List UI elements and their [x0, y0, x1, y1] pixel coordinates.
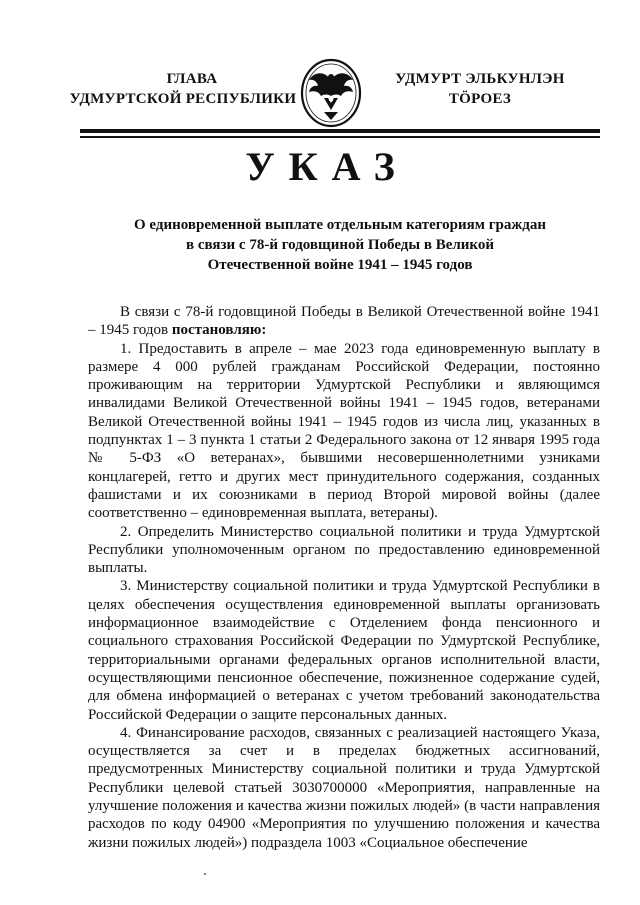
decree-body: [88, 303, 600, 852]
intro-paragraph: [88, 303, 600, 340]
paragraph-1: 1. Предоставить в апреле – мае 2023 года единовременную выплату в размере 4 000 рублей гражданам Российской Федерации, постоянно проживающим на территории Удмуртской Республики и являющимся инвалидами Великой Отечественной войны 1941 – 1945 годов, ветеранами Великой Отечественной войны 1941 – 1945 годов из числа лиц, указанных в подпунктах 1 – 3 пункта 1 статьи 2 Федерального закона от 12 января 1995 года № 5-ФЗ «О ветеранах», бывшими несовершеннолетними узниками концлагерей, гетто и других мест принудительного содержания, созданных фашистами и их союзниками в период Второй мировой войны (далее соответственно – единовременная выплата, ветераны).: [88, 340, 600, 522]
subject-line1: О единовременной выплате отдельным категориям граждан: [134, 217, 546, 233]
header-rule-thin: [80, 136, 600, 138]
header-right-line2: ТÖРОЕЗ: [448, 91, 512, 107]
header-right: [360, 69, 600, 109]
paragraph-2: 2. Определить Министерство социальной политики и труда Удмуртской Республики уполномоченным органом по предоставлению единовременной выплаты.: [88, 523, 600, 577]
header-rule-thick: [80, 129, 600, 133]
intro-text: В связи с 78-й годовщиной Победы в Великой Отечественной войне 1941 – 1945 годов: [88, 304, 600, 339]
decree-title: УКАЗ: [245, 144, 409, 189]
header-left-line1: ГЛАВА: [166, 71, 218, 87]
header-right-line1: УДМУРТ ЭЛЬКУНЛЭН: [395, 71, 565, 87]
scan-speck: [204, 873, 206, 875]
subject-line2: в связи с 78-й годовщиной Победы в Великой: [185, 237, 495, 253]
paragraph-4: 4. Финансирование расходов, связанных с реализацией настоящего Указа, осуществляется за счет и в пределах бюджетных ассигнований, предусмотренных Министерству социальной политики и труда Удмуртской Республики целевой статьей 3030700000 «Мероприятия, направленные на улучшение положения и качества жизни пожилых людей» (в части направления расходов по коду 04900 «Мероприятия по улучшению положения и качества жизни пожилых людей») подраздела 1003 «Социальное обеспечение: [88, 724, 600, 851]
header-left-line2: УДМУРТСКОЙ РЕСПУБЛИКИ: [69, 91, 297, 107]
header-left: [69, 69, 312, 109]
coat-of-arms-icon: [300, 58, 362, 128]
subject-line3: Отечественной войне 1941 – 1945 годов: [207, 257, 473, 273]
paragraph-3: 3. Министерству социальной политики и труда Удмуртской Республики в целях обеспечения осуществления единовременной выплаты организовать информационное взаимодействие с Отделением фонда пенсионного и социального страхования Российской Федерации по Удмуртской Республике, территориальными органами федеральных органов исполнительной власти, осуществляющими пенсионное обеспечение, пожизненное содержание судей, для обмена информацией о ветеранах с учетом требований законодательства Российской Федерации о защите персональных данных.: [88, 578, 600, 723]
decree-subject: [80, 215, 600, 275]
intro-emphasis: постановляю:: [171, 322, 267, 339]
